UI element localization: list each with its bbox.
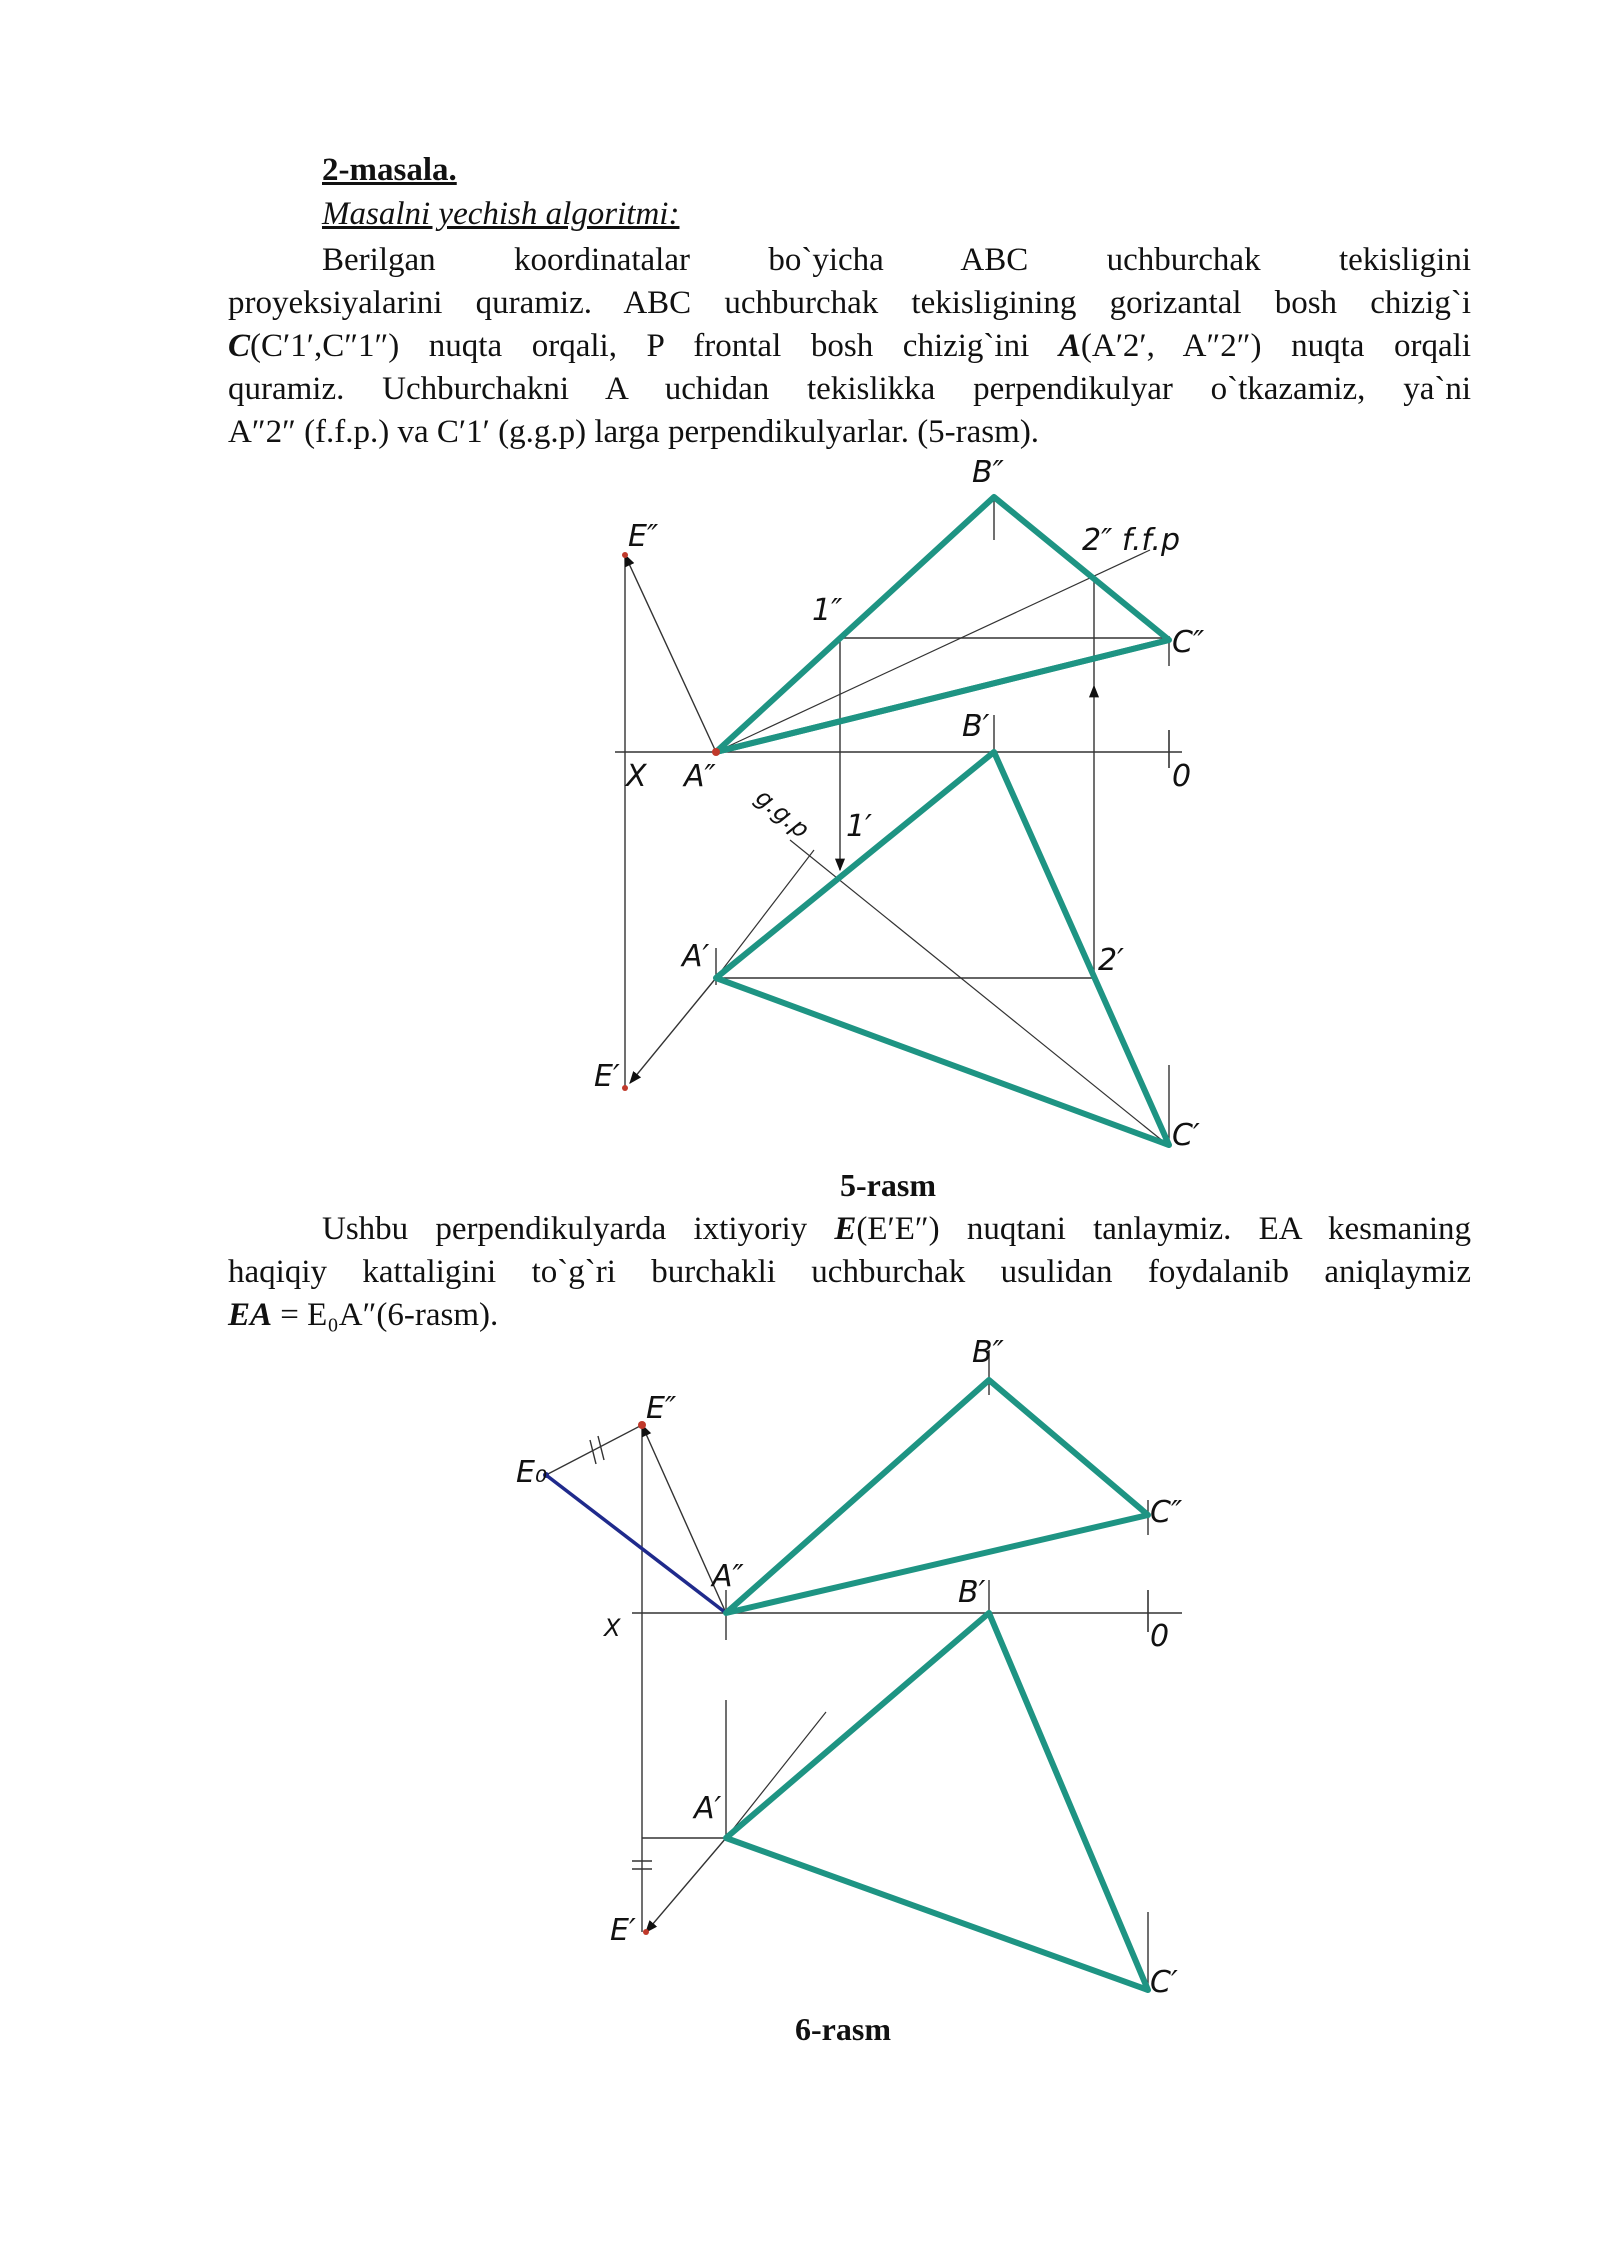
fig5-label-x: X [626, 759, 647, 794]
point-e-label: E [834, 1211, 857, 1247]
fig6-e2-point [638, 1421, 646, 1429]
fig5-label-c2: C″ [1172, 625, 1205, 660]
fig5-label-a1: A′ [682, 939, 710, 974]
fig6-true-length-e0a [546, 1475, 726, 1613]
segment-ea-label: EA [228, 1297, 273, 1333]
problem-title: 2-masala. [322, 152, 457, 188]
fig5-label-c1: C′ [1172, 1118, 1200, 1153]
fig6-e0-leg [546, 1425, 642, 1475]
paragraph-1-line-3-text-b: (C′1′,C″1″) nuqta orqali, P frontal bosh chizig`ini [250, 328, 1030, 364]
fig6-label-c2: C″ [1150, 1495, 1183, 1530]
point-a-label: A [1058, 328, 1081, 364]
fig5-label-a2: A″ [684, 759, 716, 794]
paragraph-1-line-3-text-d: (A′2′, A″2″) nuqta orqali [1080, 328, 1471, 364]
fig6-label-e1: E′ [610, 1913, 636, 1948]
fig6-perp-plan-arrow [646, 1838, 726, 1932]
paragraph-2-line-3-text-b: = E₀A″(6-rasm). [272, 1297, 499, 1333]
fig5-label-one2: 1″ [812, 593, 843, 628]
fig5-label-e2: E″ [628, 519, 659, 554]
fig6-front-triangle [726, 1380, 1148, 1613]
fig6-label-a1: A′ [694, 1791, 722, 1826]
fig6-label-o: 0 [1150, 1619, 1170, 1654]
figure-6-caption: 6-rasm [795, 2011, 891, 2047]
fig6-label-e0: E₀ [516, 1455, 547, 1490]
algorithm-subtitle: Masalni yechish algoritmi: [322, 196, 680, 232]
fig6-e1-point [643, 1929, 649, 1935]
point-c-label: C [228, 328, 251, 364]
fig6-label-e2: E″ [646, 1391, 677, 1426]
paragraph-2-line-1-text-a: Ushbu perpendikulyarda ixtiyoriy [322, 1211, 835, 1247]
fig6-label-x: X [604, 1614, 621, 1642]
fig5-label-n2: 2″ f.f.p [1082, 523, 1181, 558]
fig5-label-b2: B″ [972, 455, 1004, 490]
fig5-label-two1: 2′ [1098, 943, 1124, 978]
fig5-label-o: 0 [1172, 759, 1192, 794]
paragraph-1-line-4: quramiz. Uchburchakni A uchidan tekislikka perpendikulyar o`tkazamiz, ya`ni [228, 371, 1471, 407]
fig6-plan-triangle [726, 1613, 1148, 1990]
paragraph-1-line-5: A″2″ (f.f.p.) va C′1′ (g.g.p) larga perpendikulyarlar. (5-rasm). [228, 414, 1040, 450]
fig5-label-e1: E′ [594, 1059, 620, 1094]
fig5-label-one1: 1′ [846, 809, 872, 844]
fig6-perp-plan-up [726, 1712, 826, 1838]
fig5-label-ggp: g.g.p [750, 783, 815, 844]
fig6-label-a2: A″ [712, 1559, 744, 1594]
fig6-label-b1: B′ [958, 1575, 986, 1610]
paragraph-1-line-1: Berilgan koordinatalar bo`yicha ABC uchburchak tekisligini [322, 242, 1471, 278]
paragraph-2-line-1-text-c: (E′E″) nuqtani tanlaymiz. EA kesmaning [856, 1211, 1472, 1247]
fig6-label-b2: B″ [972, 1335, 1004, 1370]
fig5-label-b1: B′ [962, 709, 990, 744]
figure-5-caption: 5-rasm [840, 1167, 936, 1203]
paragraph-1-line-2: proyeksiyalarini quramiz. ABC uchburchak tekisligining gorizantal bosh chizig`i [228, 285, 1471, 321]
paragraph-2-line-2: haqiqiy kattaligini to`g`ri burchakli uchburchak usulidan foydalanib aniqlaymiz [228, 1254, 1471, 1290]
fig6-label-c1: C′ [1150, 1965, 1178, 2000]
